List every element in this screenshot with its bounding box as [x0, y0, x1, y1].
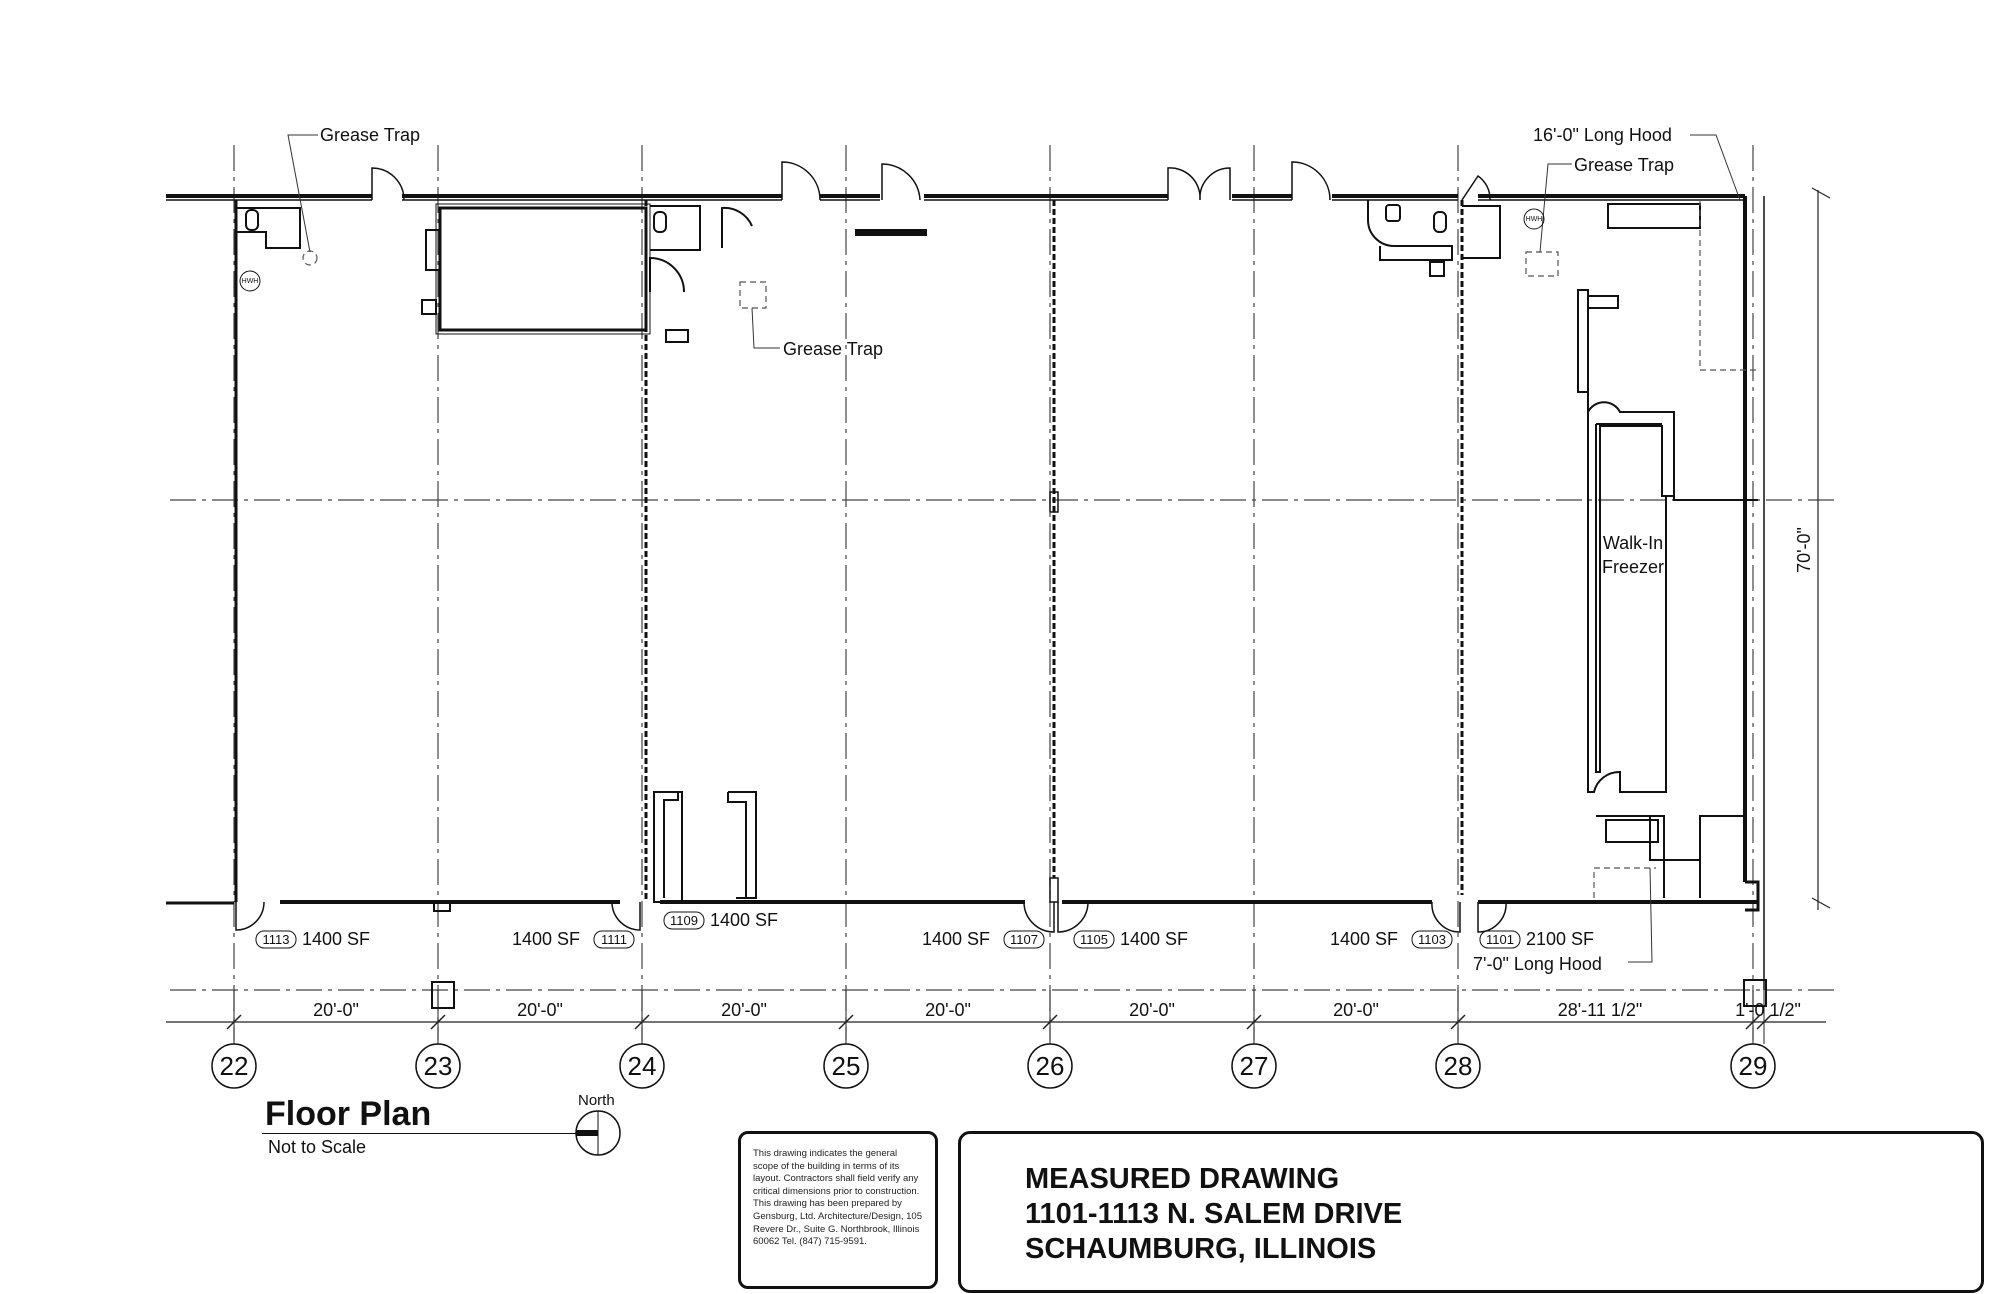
title-line-2: 1101-1113 N. SALEM DRIVE [1025, 1198, 1403, 1230]
unit-area: 1400 SF [1330, 929, 1399, 949]
plan-title-rule [262, 1133, 580, 1134]
bay-dimension: 20'-0" [517, 1000, 563, 1020]
unit-number: 1111 [600, 932, 628, 947]
grease-trap-label-3: Grease Trap [1574, 155, 1675, 175]
water-heater-label-2: HWH [1525, 216, 1543, 223]
unit-number: 1113 [262, 932, 290, 947]
water-heater-label-1: HWH [241, 278, 259, 285]
unit-1109 [664, 910, 778, 930]
unit-1101 [1480, 929, 1594, 949]
bay-dimension: 1'-0 1/2" [1735, 1000, 1801, 1020]
unit-labels [256, 910, 1594, 949]
doors [236, 162, 1506, 932]
walk-in-label: Walk-In [1602, 533, 1664, 553]
unit-1103 [1330, 929, 1452, 949]
title-line-1: MEASURED DRAWING [1025, 1163, 1340, 1195]
bay-dimension-labels [313, 1000, 1801, 1020]
hood-7-label: 7'-0" Long Hood [1473, 954, 1602, 974]
unit-number: 1101 [1486, 932, 1514, 947]
unit-area: 1400 SF [512, 929, 581, 949]
grid-label: 23 [423, 1051, 453, 1081]
dimension-lines [166, 188, 1830, 1022]
unit-area: 1400 SF [302, 929, 371, 949]
grid-label: 25 [831, 1051, 861, 1081]
grid-bubbles [212, 1044, 1775, 1088]
bay-dimension: 20'-0" [721, 1000, 767, 1020]
north-arrow [576, 1111, 620, 1155]
bay-dimension: 20'-0" [1333, 1000, 1379, 1020]
demising-walls [646, 200, 1462, 902]
grid-label: 29 [1738, 1051, 1768, 1081]
freezer-label: Freezer [1601, 557, 1665, 577]
north-label: North [578, 1092, 615, 1109]
plan-title: Floor Plan [265, 1095, 432, 1133]
unit-number: 1105 [1080, 932, 1108, 947]
grid-label: 28 [1443, 1051, 1473, 1081]
grid-bubble-29 [1731, 1044, 1775, 1088]
equipment-outlines [303, 200, 1758, 898]
grid-label: 26 [1035, 1051, 1065, 1081]
grid-label: 27 [1239, 1051, 1269, 1081]
unit-1105 [1074, 929, 1188, 949]
leader-lines [288, 135, 1740, 962]
grid-bubble-24 [620, 1044, 664, 1088]
grid-bubble-23 [416, 1044, 460, 1088]
grid-bubble-27 [1232, 1044, 1276, 1088]
unit-1111 [512, 929, 634, 949]
unit-number: 1103 [1418, 932, 1446, 947]
unit-area: 2100 SF [1526, 929, 1595, 949]
grease-trap-label-1: Grease Trap [320, 125, 421, 145]
grid-bubble-25 [824, 1044, 868, 1088]
grid-bubble-28 [1436, 1044, 1480, 1088]
bay-dimension: 20'-0" [313, 1000, 359, 1020]
unit-area: 1400 SF [922, 929, 991, 949]
title-block [958, 1131, 1984, 1293]
grease-trap-label-2: Grease Trap [783, 339, 884, 359]
exterior-walls [166, 196, 1764, 990]
plan-subtitle: Not to Scale [268, 1137, 367, 1157]
bay-dimension: 28'-11 1/2" [1557, 1000, 1643, 1020]
column-grid-lines [170, 145, 1835, 1040]
hood-16-label: 16'-0" Long Hood [1533, 125, 1672, 145]
unit-number: 1107 [1010, 932, 1038, 947]
dimension-ticks [227, 990, 1771, 1044]
grid-label: 22 [219, 1051, 249, 1081]
unit-area: 1400 SF [710, 910, 779, 930]
disclaimer-note: This drawing indicates the general scope of the building in terms of its layout. Contractors shall field verify any critical dimensions prior to construction. This drawing has been prepared by Gensburg, Ltd. Architecture/Design, 105 Revere Dr., Suite G. Northbrook, Illinois 60062 Tel. (847) 715-9591. [738, 1131, 938, 1289]
grid-bubble-22 [212, 1044, 256, 1088]
grid-label: 24 [627, 1051, 657, 1081]
interior-rooms [236, 200, 1766, 1008]
bay-dimension: 20'-0" [925, 1000, 971, 1020]
unit-1107 [922, 929, 1044, 949]
bay-dimension: 20'-0" [1129, 1000, 1175, 1020]
unit-area: 1400 SF [1120, 929, 1189, 949]
grid-bubble-26 [1028, 1044, 1072, 1088]
depth-dimension: 70'-0" [1794, 527, 1814, 573]
title-line-3: SCHAUMBURG, ILLINOIS [1025, 1233, 1377, 1265]
unit-number: 1109 [670, 913, 698, 928]
unit-1113 [256, 929, 370, 949]
